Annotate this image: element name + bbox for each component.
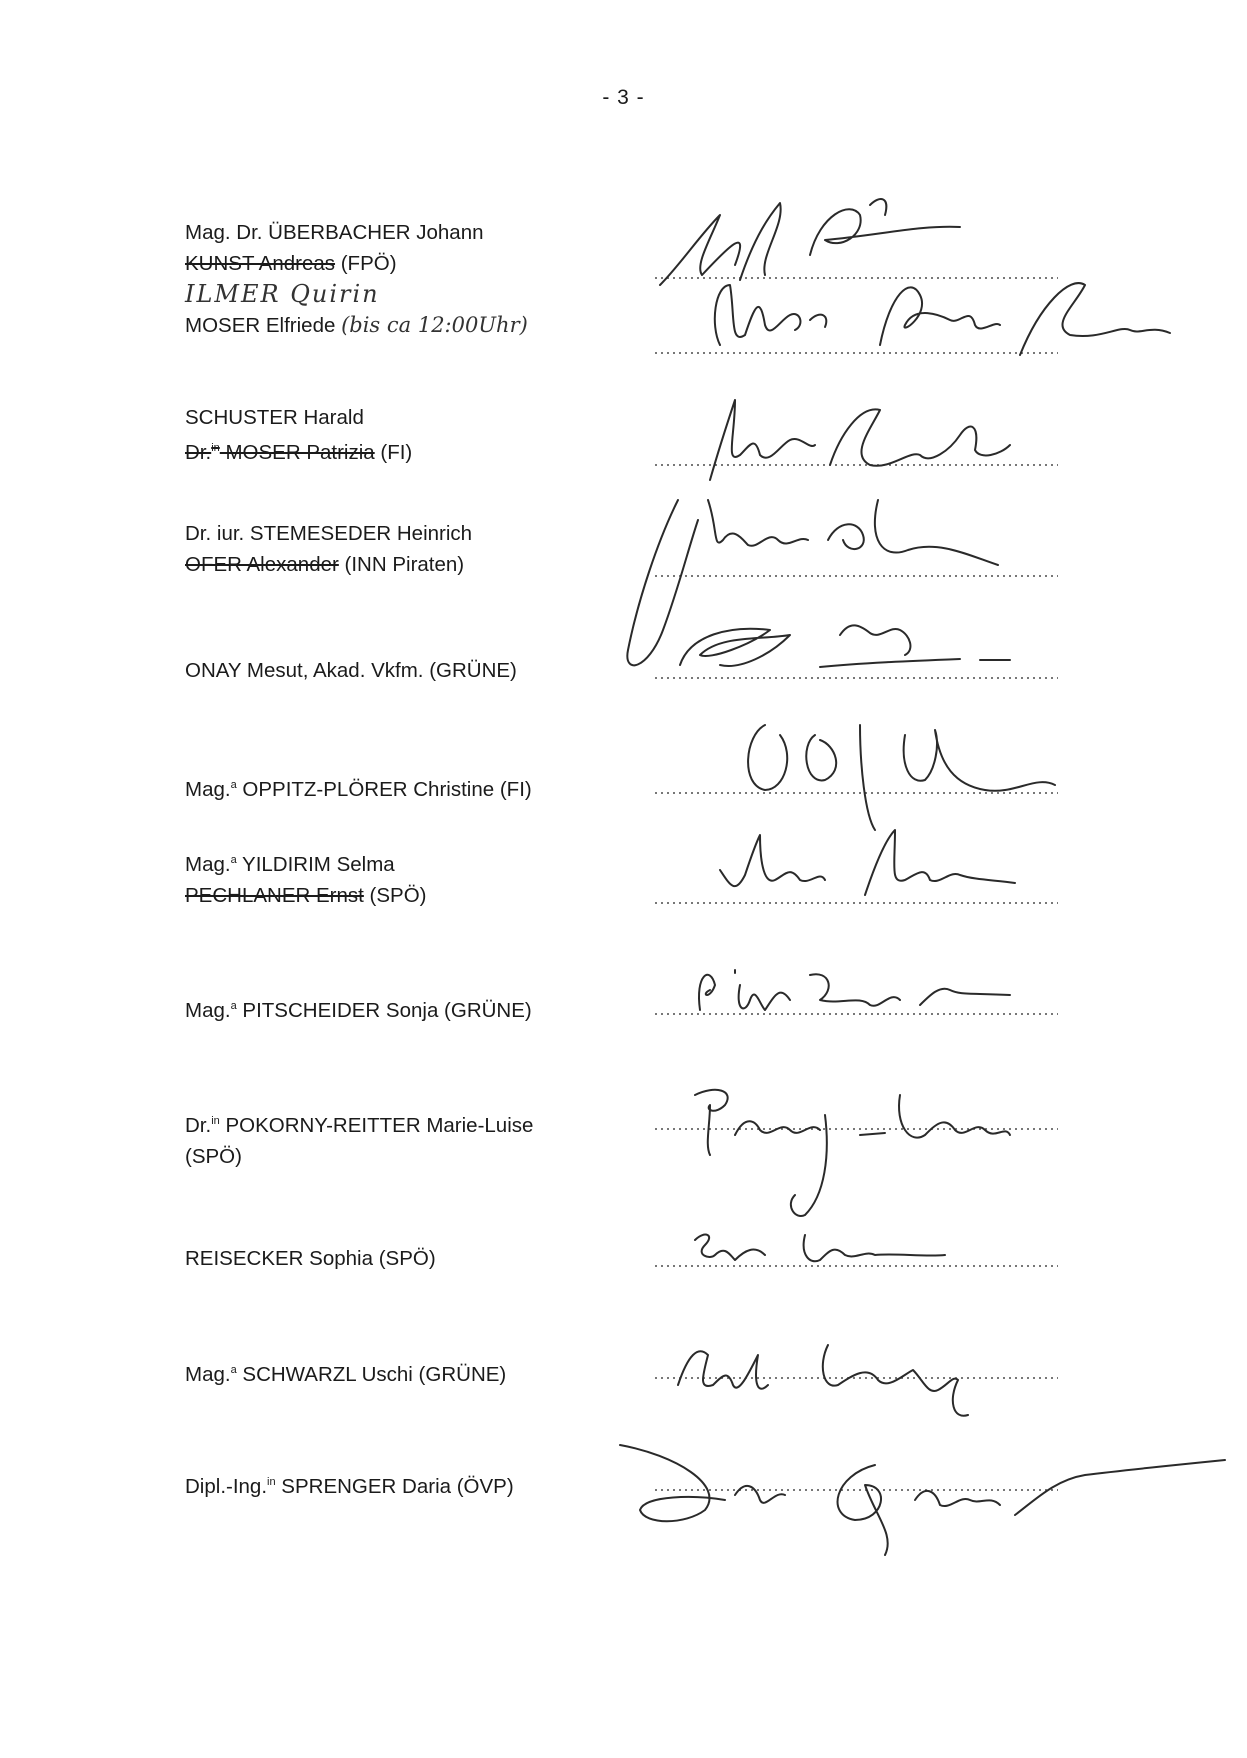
- signatory-entry: [185, 518, 605, 580]
- page-number: - 3 -: [602, 86, 645, 109]
- name-line: ONAY Mesut, Akad. Vkfm. (GRÜNE): [185, 659, 517, 682]
- substitute-line: Dr.$^{in}$ MOSER Patrizia (FI): [185, 441, 413, 464]
- name-line: (SPÖ): [185, 1145, 242, 1168]
- signature-ilmer: [870, 265, 1190, 395]
- name-line: Dr.$^{in}$ POKORNY-REITTER Marie-Luise: [185, 1114, 534, 1137]
- substitute-line: [185, 880, 605, 911]
- struck-name: PECHLANER Ernst: [185, 884, 364, 907]
- name-line: REISECKER Sophia (SPÖ): [185, 1247, 436, 1270]
- name-line: MOSER Elfriede (bis ca 12:00Uhr): [185, 313, 528, 337]
- name-line: Mag.$^a$ PITSCHEIDER Sonja (GRÜNE): [185, 999, 532, 1022]
- name-line: Dr. iur. STEMESEDER Heinrich: [185, 522, 473, 545]
- name-line: Dipl.-Ing.$^{in}$ SPRENGER Daria (ÖVP): [185, 1475, 514, 1498]
- signatory-entry: [185, 1467, 605, 1502]
- name-line: Mag.$^a$ OPPITZ-PLÖRER Christine (FI): [185, 778, 532, 801]
- signature-oppitz-ploerer: [725, 705, 1085, 835]
- signature-schwarzl: [668, 1325, 1008, 1435]
- handwritten-note: (bis ca 12:00Uhr): [341, 313, 528, 337]
- party-label: (INN Piraten): [338, 553, 465, 576]
- party-label: (FI): [374, 441, 413, 464]
- struck-name: MOSER Patrizia: [219, 441, 375, 464]
- signatory-entry: [185, 217, 605, 341]
- signatory-entry: [185, 991, 605, 1026]
- signatory-entry: [185, 1106, 605, 1172]
- signatory-entry: [185, 655, 605, 686]
- signature-reisecker: [685, 1225, 955, 1275]
- handwritten-name: ILMER Quirin: [185, 280, 380, 308]
- signature-sprenger: [615, 1425, 1235, 1575]
- name-line: Mag. Dr. ÜBERBACHER Johann: [185, 221, 484, 244]
- substitute-line: [185, 248, 605, 279]
- signature-onay: [660, 605, 1080, 685]
- party-label: (SPÖ): [363, 884, 427, 907]
- name-line: Mag.$^a$ YILDIRIM Selma: [185, 853, 395, 876]
- name-line: SCHUSTER Harald: [185, 406, 364, 429]
- signature-pitscheider: [690, 955, 1020, 1025]
- struck-name: KUNST Andreas: [185, 252, 336, 275]
- signature-yildirim: [715, 825, 1025, 905]
- signature-pokorny-reitter: [685, 1075, 1015, 1225]
- struck-title: Dr.: [185, 441, 212, 464]
- substitute-line: [185, 549, 605, 580]
- signatory-entry: [185, 845, 605, 911]
- signatory-entry: [185, 1355, 605, 1390]
- struck-name: OFER Alexander: [185, 553, 339, 576]
- signatory-entry: [185, 402, 605, 468]
- signatory-entry: [185, 770, 605, 805]
- party-label: (FPÖ): [335, 252, 397, 275]
- signatory-entry: [185, 1243, 605, 1274]
- name-line: Mag.$^a$ SCHWARZL Uschi (GRÜNE): [185, 1363, 507, 1386]
